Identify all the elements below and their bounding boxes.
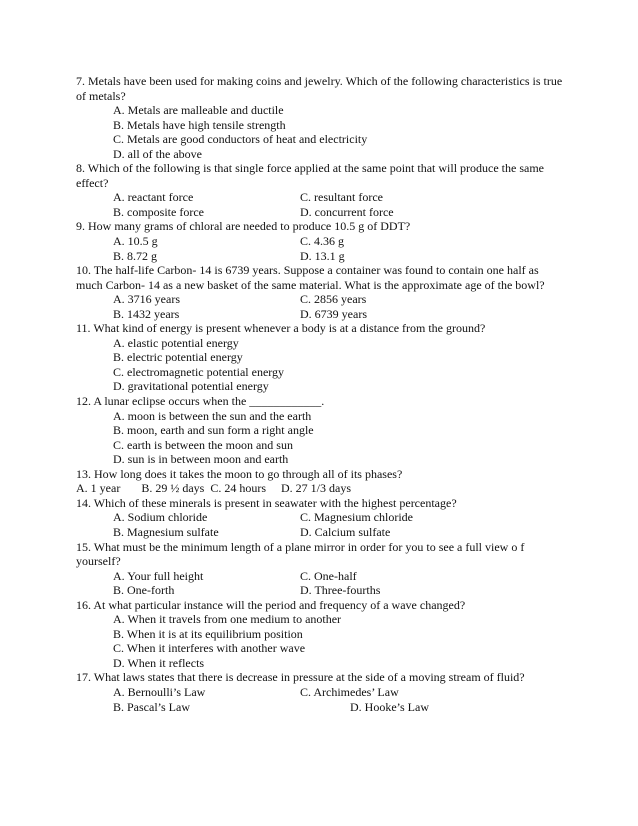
question-10 xyxy=(76,263,566,321)
answer-option: C. resultant force xyxy=(300,190,383,205)
answer-option: A. Your full height xyxy=(113,568,204,583)
answer-option: D. concurrent force xyxy=(300,204,394,219)
answer-option: B. Pascal’s Law xyxy=(113,699,190,714)
answer-option: A. elastic potential energy xyxy=(113,335,239,350)
answer-option: B. 1432 years xyxy=(113,306,180,321)
answer-option: A. Metals are malleable and ductile xyxy=(113,103,284,118)
answer-option: B. moon, earth and sun form a right angle xyxy=(113,423,314,438)
question-stem: 16. At what particular instance will the period and frequency of a wave changed? xyxy=(76,597,466,612)
answer-options xyxy=(76,569,566,598)
answer-option: D. Calcium sulfate xyxy=(300,524,391,539)
answer-option: C. One-half xyxy=(300,568,357,583)
answer-option: A. Bernoulli’s Law xyxy=(113,684,206,699)
answer-option: A. 10.5 g xyxy=(113,234,158,249)
question-stem: 10. The half-life Carbon- 14 is 6739 years. Suppose a container was found to contain one half as much Carbon- 14 as a new basket of the same material. What is the approximate age of the bowl? xyxy=(76,263,545,292)
answer-option: D. Hooke’s Law xyxy=(350,699,429,714)
answer-option: D. gravitational potential energy xyxy=(113,379,269,394)
answer-option: D. Three-fourths xyxy=(300,583,381,598)
question-stem: 11. What kind of energy is present whenever a body is at a distance from the ground? xyxy=(76,321,486,336)
answer-option: C. 2856 years xyxy=(300,292,367,307)
answer-option: A. 1 year xyxy=(76,481,142,496)
answer-options xyxy=(76,481,566,496)
question-stem: 13. How long does it takes the moon to go through all of its phases? xyxy=(76,466,403,481)
answer-options xyxy=(76,510,566,539)
answer-option: D. 13.1 g xyxy=(300,248,345,263)
answer-options xyxy=(76,103,566,161)
question-9 xyxy=(76,219,566,263)
question-stem: 14. Which of these minerals is present in seawater with the highest percentage? xyxy=(76,495,457,510)
answer-option: C. Magnesium chloride xyxy=(300,510,413,525)
answer-option: B. 8.72 g xyxy=(113,248,158,263)
answer-option: C. Metals are good conductors of heat and electricity xyxy=(113,132,368,147)
answer-options xyxy=(76,612,566,670)
answer-options xyxy=(76,190,566,219)
question-stem: 17. What laws states that there is decrease in pressure at the side of a moving stream of fluid? xyxy=(76,670,525,685)
answer-option: C. electromagnetic potential energy xyxy=(113,364,285,379)
question-8 xyxy=(76,161,566,219)
answer-option: A. reactant force xyxy=(113,190,194,205)
answer-option: B. Magnesium sulfate xyxy=(113,524,219,539)
question-7 xyxy=(76,74,566,161)
answer-options xyxy=(76,685,566,714)
question-12 xyxy=(76,394,566,467)
answer-option: B. One-forth xyxy=(113,583,175,598)
answer-option: D. 6739 years xyxy=(300,306,367,321)
answer-option: B. electric potential energy xyxy=(113,350,243,365)
question-stem: 12. A lunar eclipse occurs when the ____________. xyxy=(76,394,325,409)
answer-option: C. 24 hours xyxy=(210,481,281,496)
answer-option: C. 4.36 g xyxy=(300,234,345,249)
answer-option: A. Sodium chloride xyxy=(113,510,208,525)
question-stem: 9. How many grams of chloral are needed to produce 10.5 g of DDT? xyxy=(76,219,411,234)
answer-option: C. When it interferes with another wave xyxy=(113,641,306,656)
answer-option: C. Archimedes’ Law xyxy=(300,684,399,699)
answer-option: B. When it is at its equilibrium position xyxy=(113,626,303,641)
answer-options xyxy=(76,292,566,321)
answer-option: A. 3716 years xyxy=(113,292,180,307)
answer-option: B. 29 ½ days xyxy=(141,481,211,496)
question-stem: 8. Which of the following is that single force applied at the same point that will produce the same effect? xyxy=(76,161,544,190)
question-16 xyxy=(76,598,566,671)
answer-options xyxy=(76,336,566,394)
question-15 xyxy=(76,540,566,598)
answer-option: C. earth is between the moon and sun xyxy=(113,437,293,452)
question-17 xyxy=(76,670,566,714)
answer-option: B. composite force xyxy=(113,204,204,219)
answer-options xyxy=(76,234,566,263)
answer-options xyxy=(76,409,566,467)
answer-option: A. When it travels from one medium to another xyxy=(113,612,342,627)
answer-option: A. moon is between the sun and the earth xyxy=(113,408,312,423)
answer-option: D. When it reflects xyxy=(113,655,205,670)
question-list xyxy=(76,74,566,714)
question-13 xyxy=(76,467,566,496)
answer-option: B. Metals have high tensile strength xyxy=(113,117,286,132)
question-stem: 15. What must be the minimum length of a plane mirror in order for you to see a full view o f yourself? xyxy=(76,539,525,569)
answer-option: D. sun is in between moon and earth xyxy=(113,452,289,467)
question-11 xyxy=(76,321,566,394)
answer-option: D. 27 1/3 days xyxy=(281,481,351,496)
answer-option: D. all of the above xyxy=(113,146,202,161)
question-stem: 7. Metals have been used for making coins and jewelry. Which of the following characteristics is true of metals? xyxy=(76,74,563,103)
question-14 xyxy=(76,496,566,540)
